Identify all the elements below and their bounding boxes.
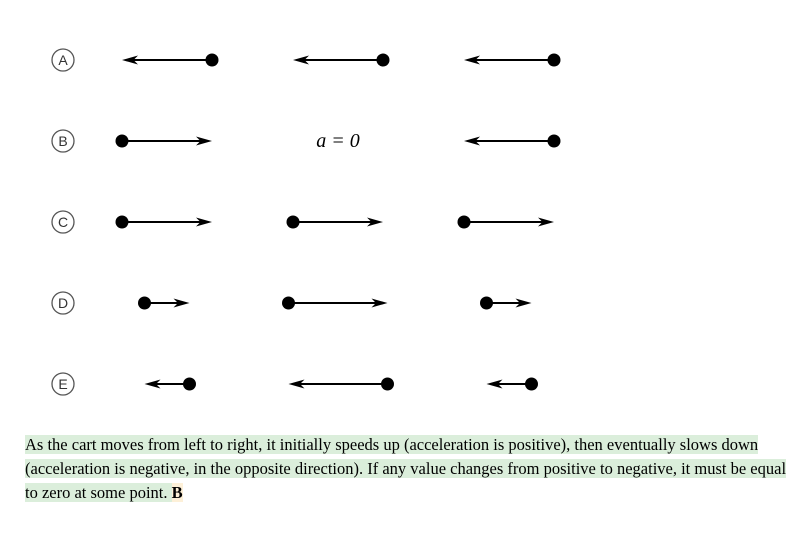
option-label-b <box>52 130 74 152</box>
option-row-e <box>52 373 538 395</box>
vector-tail-dot <box>458 216 471 229</box>
acceleration-vector-right <box>138 297 190 310</box>
vector-tail-dot <box>282 297 295 310</box>
option-letter: C <box>57 214 69 230</box>
vector-tail-dot <box>116 216 129 229</box>
acceleration-vector-left <box>122 54 219 67</box>
explanation-text: As the cart moves from left to right, it initially speeds up (acceleration is positive), then eventually slows down (acceleration is negative, in the opposite direction). If any value changes from positive to negative, it must be equal to zero at some point. <box>25 435 787 502</box>
vector-tail-dot <box>183 378 196 391</box>
vector-tail-dot <box>116 135 129 148</box>
vector-tail-dot <box>548 135 561 148</box>
explanation <box>25 433 800 505</box>
option-row-a <box>52 49 561 71</box>
vector-tail-dot <box>381 378 394 391</box>
acceleration-vector-left <box>464 54 561 67</box>
acceleration-vector-right <box>282 297 388 310</box>
option-label-e <box>52 373 74 395</box>
vector-tail-dot <box>206 54 219 67</box>
acceleration-vector-right <box>287 216 384 229</box>
vector-tail-dot <box>377 54 390 67</box>
option-letter: D <box>57 295 69 311</box>
option-row-d <box>52 292 532 314</box>
acceleration-vector-left <box>289 378 395 391</box>
vector-tail-dot <box>287 216 300 229</box>
acceleration-vector-left <box>487 378 539 391</box>
option-label-a <box>52 49 74 71</box>
option-row-c <box>52 211 554 233</box>
acceleration-vector-right <box>116 216 213 229</box>
option-letter: B <box>58 133 68 149</box>
vector-tail-dot <box>480 297 493 310</box>
zero-acceleration-text: a = 0 <box>316 130 360 152</box>
vector-tail-dot <box>548 54 561 67</box>
acceleration-vector-left <box>464 135 561 148</box>
acceleration-vector-left <box>293 54 390 67</box>
option-letter: A <box>58 52 68 68</box>
acceleration-vector-right <box>116 135 213 148</box>
acceleration-vector-left <box>145 378 197 391</box>
zero-acceleration-label <box>316 130 360 152</box>
vector-tail-dot <box>138 297 151 310</box>
option-row-b <box>52 130 561 152</box>
option-label-c <box>52 211 74 233</box>
answer-letter: B <box>171 483 183 502</box>
option-label-d <box>52 292 74 314</box>
acceleration-vector-right <box>480 297 532 310</box>
acceleration-vector-right <box>458 216 555 229</box>
option-letter: E <box>58 376 68 392</box>
vector-tail-dot <box>525 378 538 391</box>
